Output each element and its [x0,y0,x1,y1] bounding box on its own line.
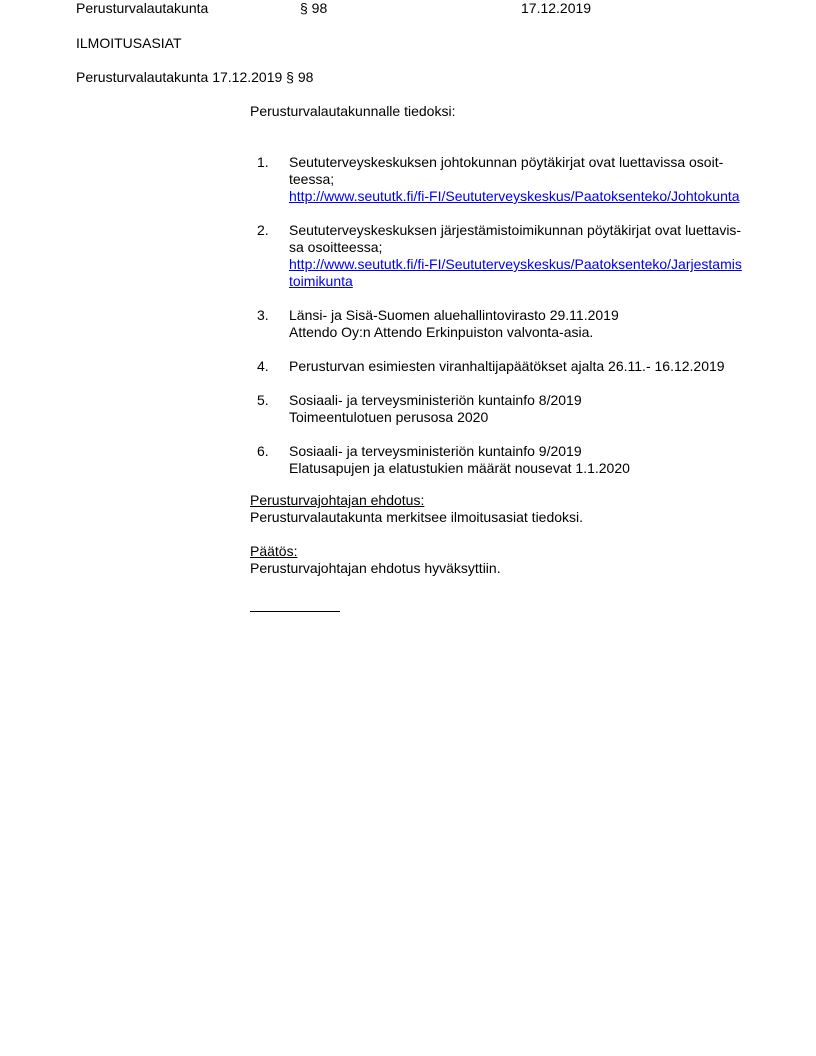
list-item-text: Perusturvan esimiesten viranhaltijapäätökset ajalta 26.11.- 16.12.2019 [289,358,725,374]
list-item-number: 4. [257,358,269,374]
list-item-number: 5. [257,392,269,408]
list-item [250,222,790,290]
intro-text: Perusturvalautakunnalle tiedoksi: [250,103,456,119]
list-item-text: Sosiaali- ja terveysministeriön kuntainfo 9/2019 [289,443,582,459]
johtokunta-link[interactable]: http://www.seututk.fi/fi-FI/Seututerveyskeskus/Paatoksenteko/Johtokunta [289,188,740,204]
notice-list [250,154,790,494]
decision-heading: Päätös: [250,543,298,559]
proposal-heading: Perusturvajohtajan ehdotus: [250,492,425,508]
list-item-text: Seututerveyskeskuksen johtokunnan pöytäkirjat ovat luettavissa osoit- [289,154,724,170]
list-item [250,358,790,375]
list-item-number: 3. [257,307,269,323]
list-item-text: Sosiaali- ja terveysministeriön kuntainfo 8/2019 [289,392,582,408]
jarjestamistoimikunta-link[interactable]: http://www.seututk.fi/fi-FI/Seututerveyskeskus/Paatoksenteko/Jarjestamis [289,256,742,272]
document-title: ILMOITUSASIAT [76,35,182,51]
decision-text: Perusturvajohtajan ehdotus hyväksyttiin. [250,560,501,576]
header-date: 17.12.2019 [521,0,592,16]
list-item-text: teessa; [289,171,335,187]
list-item [250,392,790,426]
list-item [250,307,790,341]
list-item-text: Toimeentulotuen perusosa 2020 [289,409,489,425]
list-item-text: Attendo Oy:n Attendo Erkinpuiston valvonta-asia. [289,324,594,340]
list-item [250,443,790,477]
list-item [250,154,790,205]
jarjestamistoimikunta-link-continued[interactable]: toimikunta [289,273,353,289]
meeting-reference: Perusturvalautakunta 17.12.2019 § 98 [76,69,314,85]
header-section-number: § 98 [300,0,328,16]
list-item-number: 2. [257,222,269,238]
end-rule-divider [250,611,340,612]
list-item-number: 6. [257,443,269,459]
proposal-text: Perusturvalautakunta merkitsee ilmoitusasiat tiedoksi. [250,509,584,525]
list-item-number: 1. [257,154,269,170]
list-item-text: Seututerveyskeskuksen järjestämistoimikunnan pöytäkirjat ovat luettavis- [289,222,742,238]
list-item-text: Länsi- ja Sisä-Suomen aluehallintovirasto 29.11.2019 [289,307,619,323]
list-item-text: sa osoitteessa; [289,239,383,255]
header-body-name: Perusturvalautakunta [76,0,209,16]
list-item-text: Elatusapujen ja elatustukien määrät nousevat 1.1.2020 [289,460,630,476]
